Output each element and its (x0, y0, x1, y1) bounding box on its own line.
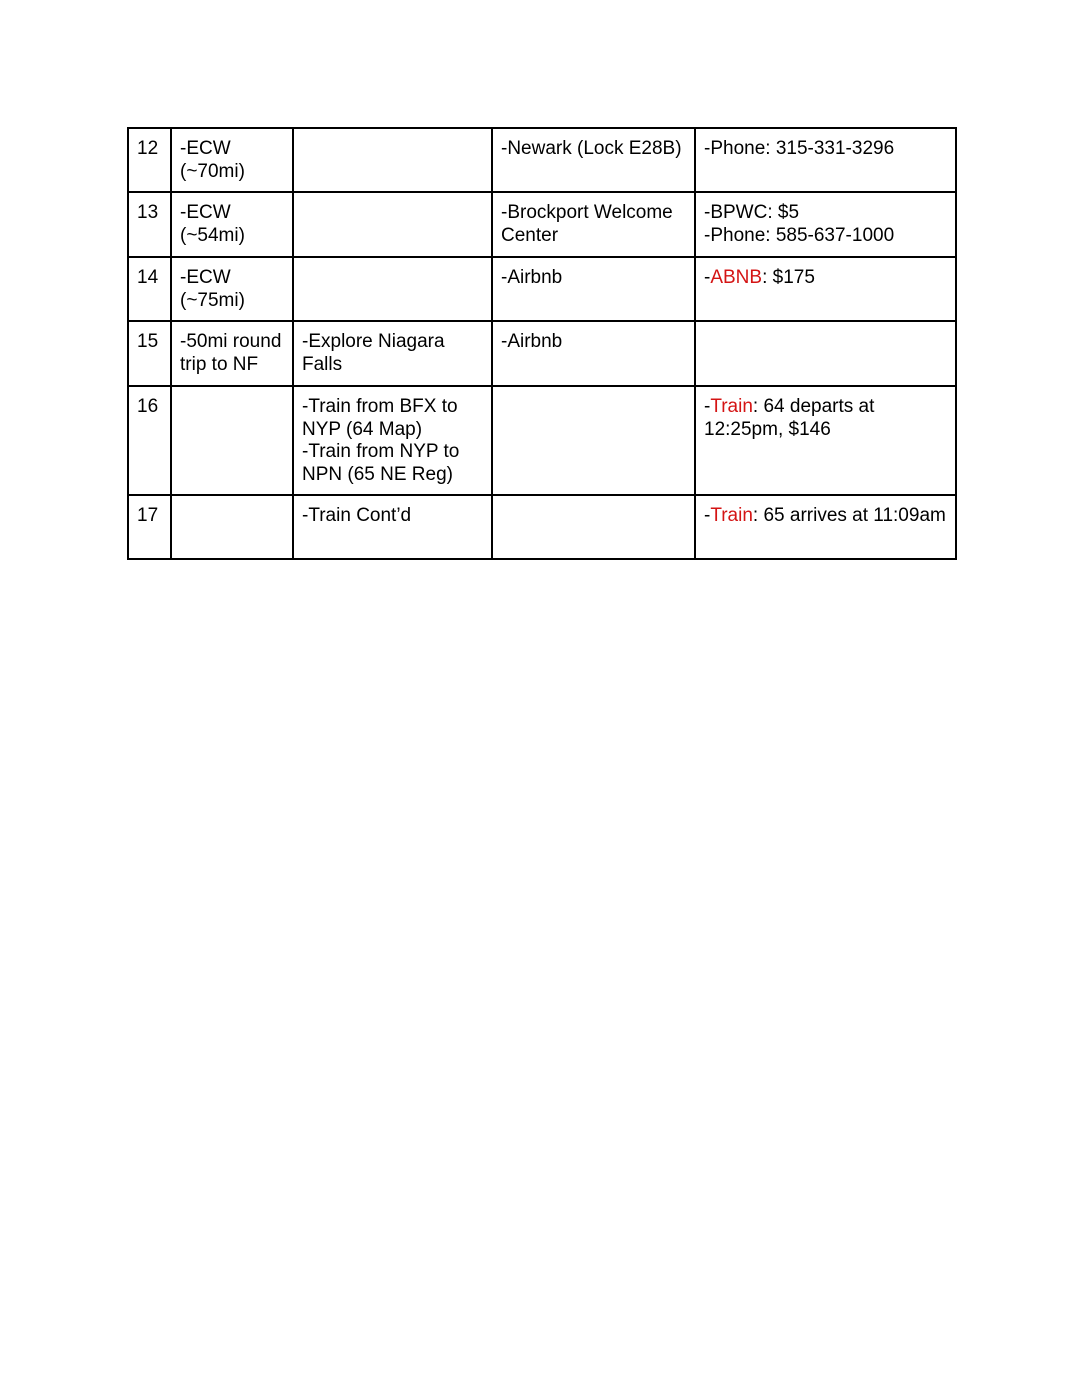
day-number: 12 (137, 138, 159, 159)
lodging-cell (492, 386, 695, 495)
table-row (128, 495, 956, 559)
note-line (704, 225, 947, 248)
note-line (704, 267, 947, 290)
itinerary-table (127, 127, 957, 560)
notes-cell (695, 321, 956, 386)
day-cell (128, 257, 171, 321)
day-number: 14 (137, 267, 159, 288)
activity-cell (171, 257, 293, 321)
lodging-line: -Brockport Welcome Center (501, 202, 673, 246)
lodging-cell (492, 128, 695, 192)
notes-cell (695, 386, 956, 495)
note-highlight: ABNB (710, 267, 763, 288)
activity-cell (171, 386, 293, 495)
itinerary-table-body (128, 128, 956, 559)
note-text: -Phone: 315-331-3296 (704, 138, 895, 159)
note-prefix: - (704, 396, 711, 417)
lodging-cell (492, 192, 695, 257)
note-text: -Phone: 585-637-1000 (704, 224, 895, 246)
day-cell (128, 386, 171, 495)
day-cell (128, 192, 171, 257)
activity-line: -ECW (180, 202, 231, 223)
plan-line: -Train Cont’d (302, 505, 412, 526)
activity-cell (171, 192, 293, 257)
day-number: 16 (137, 396, 159, 417)
activity-line: -ECW (180, 267, 231, 288)
plan-line: -Train from BFX to NYP (64 Map) (302, 396, 458, 440)
note-highlight: Train (710, 396, 753, 417)
notes-cell (695, 257, 956, 321)
note-text: : $175 (762, 267, 815, 288)
note-line (704, 202, 947, 225)
note-text: : 64 departs at 12:25pm, $146 (704, 396, 875, 440)
plans-cell (293, 257, 492, 321)
lodging-cell (492, 495, 695, 559)
note-highlight: Train (710, 505, 753, 526)
lodging-line: -Newark (Lock E28B) (501, 138, 682, 159)
day-cell (128, 128, 171, 192)
note-text: -BPWC: $5 (704, 202, 800, 223)
table-row (128, 128, 956, 192)
note-prefix: - (704, 505, 711, 526)
lodging-cell (492, 257, 695, 321)
note-prefix: - (704, 267, 711, 288)
note-line (704, 505, 947, 528)
plan-line: -Explore Niagara Falls (302, 331, 445, 375)
activity-line: (~75mi) (180, 289, 245, 311)
plans-cell (293, 386, 492, 495)
notes-cell (695, 192, 956, 257)
lodging-cell (492, 321, 695, 386)
notes-cell (695, 495, 956, 559)
activity-cell (171, 495, 293, 559)
table-row (128, 321, 956, 386)
day-number: 13 (137, 202, 159, 223)
activity-line: -ECW (180, 138, 231, 159)
day-cell (128, 495, 171, 559)
notes-cell (695, 128, 956, 192)
activity-line: (~54mi) (180, 224, 245, 246)
plans-cell (293, 495, 492, 559)
day-number: 15 (137, 331, 159, 352)
activity-cell (171, 321, 293, 386)
table-row (128, 192, 956, 257)
lodging-line: -Airbnb (501, 267, 563, 288)
table-row (128, 386, 956, 495)
note-line (704, 396, 947, 441)
note-text: : 65 arrives at 11:09am (752, 505, 946, 526)
plans-cell (293, 321, 492, 386)
table-row (128, 257, 956, 321)
note-line (704, 138, 947, 161)
day-number: 17 (137, 505, 159, 526)
plans-cell (293, 128, 492, 192)
activity-cell (171, 128, 293, 192)
activity-line: -50mi round trip to NF (180, 331, 282, 375)
lodging-line: -Airbnb (501, 331, 563, 352)
day-cell (128, 321, 171, 386)
activity-line: (~70mi) (180, 160, 245, 182)
plan-line: -Train from NYP to NPN (65 NE Reg) (302, 441, 460, 485)
plans-cell (293, 192, 492, 257)
